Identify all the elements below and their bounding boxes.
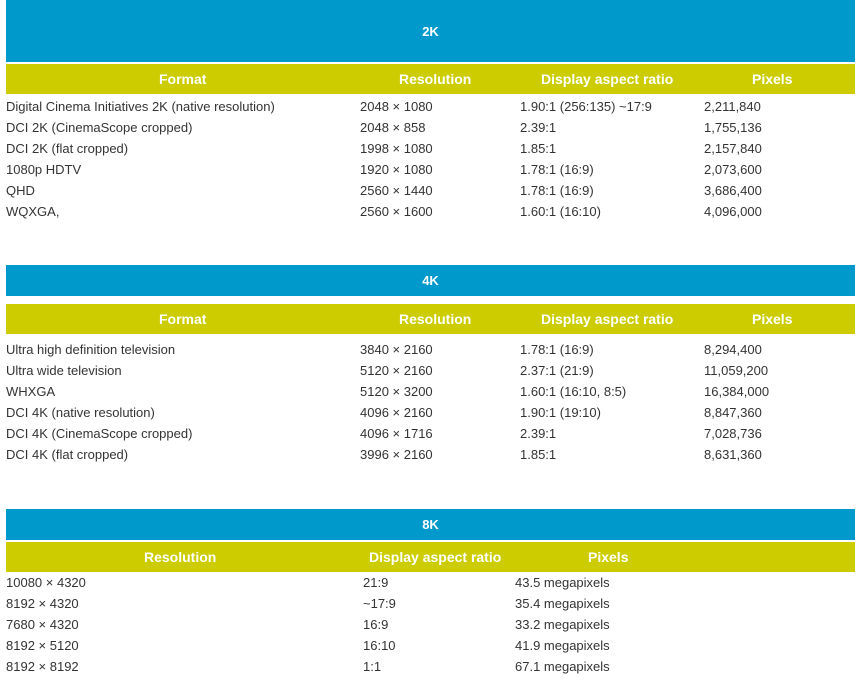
cell-aspect-ratio: 2.39:1 <box>520 426 557 441</box>
cell-resolution: 2560 × 1440 <box>360 183 433 198</box>
table-row <box>6 138 855 159</box>
cell-aspect-ratio: 2.37:1 (21:9) <box>520 363 594 378</box>
cell-pixels: 7,028,736 <box>704 426 762 441</box>
table-row <box>6 360 855 381</box>
cell-format: DCI 4K (flat cropped) <box>6 447 129 462</box>
cell-format: WQXGA, <box>6 204 60 219</box>
cell-aspect-ratio: 16:9 <box>363 617 389 632</box>
section-8k <box>6 509 855 677</box>
cell-resolution: 8192 × 5120 <box>6 638 79 653</box>
header-pixels: Pixels <box>588 549 629 565</box>
cell-aspect-ratio: 1.85:1 <box>520 447 557 462</box>
cell-pixels: 33.2 megapixels <box>515 617 610 632</box>
header-pixels: Pixels <box>752 71 793 87</box>
cell-aspect-ratio: 1.90:1 (256:135) ~17:9 <box>520 99 652 114</box>
cell-pixels: 67.1 megapixels <box>515 659 610 674</box>
cell-aspect-ratio: 21:9 <box>363 575 389 590</box>
header-aspect-ratio: Display aspect ratio <box>541 71 674 87</box>
cell-pixels: 8,294,400 <box>704 342 762 357</box>
cell-format: DCI 2K (CinemaScope cropped) <box>6 120 193 135</box>
cell-resolution: 4096 × 1716 <box>360 426 433 441</box>
cell-pixels: 35.4 megapixels <box>515 596 610 611</box>
cell-resolution: 4096 × 2160 <box>360 405 433 420</box>
cell-aspect-ratio: 1.78:1 (16:9) <box>520 183 594 198</box>
cell-resolution: 5120 × 3200 <box>360 384 433 399</box>
cell-resolution: 2048 × 1080 <box>360 99 433 114</box>
header-format: Format <box>159 311 207 327</box>
section-4k <box>6 265 855 465</box>
header-pixels: Pixels <box>752 311 793 327</box>
cell-aspect-ratio: 1.85:1 <box>520 141 557 156</box>
cell-resolution: 1920 × 1080 <box>360 162 433 177</box>
cell-format: DCI 4K (native resolution) <box>6 405 155 420</box>
table-row <box>6 201 855 222</box>
cell-format: QHD <box>6 183 35 198</box>
header-aspect-ratio: Display aspect ratio <box>541 311 674 327</box>
section-title: 4K <box>422 273 439 288</box>
cell-pixels: 11,059,200 <box>704 363 769 378</box>
section-title: 8K <box>422 517 439 532</box>
table-row <box>6 180 855 201</box>
table-row <box>6 593 855 614</box>
cell-resolution: 2560 × 1600 <box>360 204 433 219</box>
cell-format: WHXGA <box>6 384 56 399</box>
header-aspect-ratio: Display aspect ratio <box>369 549 502 565</box>
table-row <box>6 572 855 593</box>
section-2k <box>6 0 855 222</box>
cell-resolution: 8192 × 4320 <box>6 596 79 611</box>
table-row <box>6 117 855 138</box>
table-row <box>6 635 855 656</box>
table-row <box>6 423 855 444</box>
cell-format: Digital Cinema Initiatives 2K (native resolution) <box>6 99 275 114</box>
cell-aspect-ratio: 2.39:1 <box>520 120 557 135</box>
cell-pixels: 41.9 megapixels <box>515 638 610 653</box>
cell-pixels: 2,157,840 <box>704 141 762 156</box>
table-header-row <box>6 304 855 334</box>
cell-format: Ultra high definition television <box>6 342 176 357</box>
header-resolution: Resolution <box>399 311 472 327</box>
cell-resolution: 7680 × 4320 <box>6 617 79 632</box>
cell-aspect-ratio: ~17:9 <box>363 596 396 611</box>
table-row <box>6 381 855 402</box>
cell-format: DCI 4K (CinemaScope cropped) <box>6 426 193 441</box>
section-title-bar <box>6 0 855 62</box>
cell-aspect-ratio: 1:1 <box>363 659 382 674</box>
cell-pixels: 8,631,360 <box>704 447 762 462</box>
table-row <box>6 614 855 635</box>
table-row <box>6 444 855 465</box>
cell-aspect-ratio: 16:10 <box>363 638 396 653</box>
cell-pixels: 43.5 megapixels <box>515 575 610 590</box>
cell-pixels: 16,384,000 <box>704 384 770 399</box>
cell-resolution: 8192 × 8192 <box>6 659 79 674</box>
cell-resolution: 10080 × 4320 <box>6 575 86 590</box>
table-row <box>6 402 855 423</box>
cell-resolution: 2048 × 858 <box>360 120 426 135</box>
cell-pixels: 3,686,400 <box>704 183 762 198</box>
cell-aspect-ratio: 1.90:1 (19:10) <box>520 405 601 420</box>
section-title: 2K <box>422 23 439 39</box>
section-title-bar <box>6 509 855 540</box>
table-row <box>6 159 855 180</box>
header-format: Format <box>159 71 207 87</box>
cell-pixels: 2,211,840 <box>704 99 761 114</box>
table-header-row <box>6 542 855 572</box>
cell-format: Ultra wide television <box>6 363 122 378</box>
cell-resolution: 1998 × 1080 <box>360 141 433 156</box>
table-header-row <box>6 64 855 94</box>
cell-aspect-ratio: 1.78:1 (16:9) <box>520 162 594 177</box>
header-resolution: Resolution <box>399 71 472 87</box>
header-resolution: Resolution <box>144 549 217 565</box>
table-row <box>6 656 855 677</box>
cell-format: 1080p HDTV <box>6 162 82 177</box>
cell-resolution: 5120 × 2160 <box>360 363 433 378</box>
cell-aspect-ratio: 1.60:1 (16:10, 8:5) <box>520 384 627 399</box>
cell-resolution: 3840 × 2160 <box>360 342 433 357</box>
cell-format: DCI 2K (flat cropped) <box>6 141 129 156</box>
cell-pixels: 8,847,360 <box>704 405 762 420</box>
cell-aspect-ratio: 1.78:1 (16:9) <box>520 342 594 357</box>
cell-aspect-ratio: 1.60:1 (16:10) <box>520 204 601 219</box>
table-row <box>6 339 855 360</box>
cell-resolution: 3996 × 2160 <box>360 447 433 462</box>
section-title-bar <box>6 265 855 296</box>
table-row <box>6 96 855 117</box>
cell-pixels: 4,096,000 <box>704 204 762 219</box>
cell-pixels: 2,073,600 <box>704 162 762 177</box>
cell-pixels: 1,755,136 <box>704 120 762 135</box>
